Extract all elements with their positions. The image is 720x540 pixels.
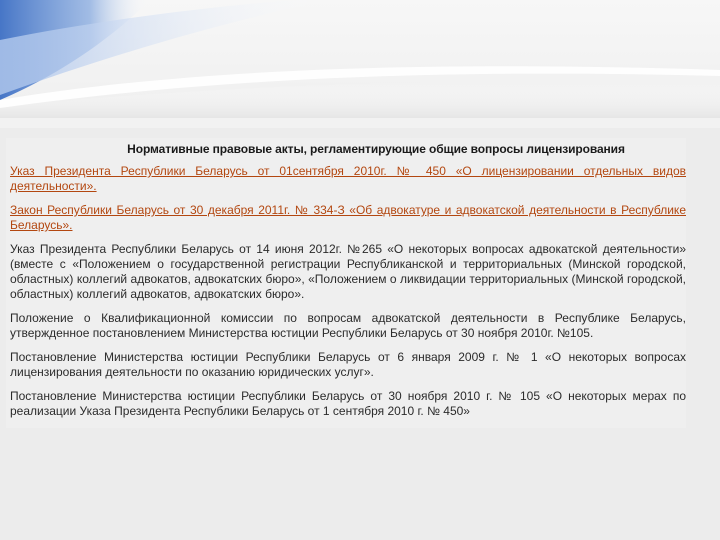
law-item-resolution-1: Постановление Министерства юстиции Республики Беларусь от 6 января 2009 г. № 1 «О некоторых вопросах лицензирования деятельности по оказанию юридических услуг».: [10, 350, 686, 379]
header-decoration: [0, 0, 720, 118]
law-item-qualification-commission: Положение о Квалификационной комиссии по вопросам адвокатской деятельности в Республике Беларусь, утвержденное постановлением Министерства юстиции Республики Беларусь от 30 ноября 2010г. №105.: [10, 311, 686, 340]
page-title: Нормативные правовые акты, регламентирующие общие вопросы лицензирования: [127, 142, 625, 156]
law-item-resolution-105: Постановление Министерства юстиции Республики Беларусь от 30 ноября 2010 г. № 105 «О некоторых мерах по реализации Указа Президента Республики Беларусь от 1 сентября 2010 г. № 450»: [10, 389, 686, 418]
swoosh-decoration: [0, 0, 720, 118]
law-item-decree-265: Указ Президента Республики Беларусь от 14 июня 2012г. №265 «О некоторых вопросах адвокатской деятельности» (вместе с «Положением о государственной регистрации Республиканской и территориальных (Минской городской, областных) коллегий адвокатов, адвокатских бюро», «Положением о ликвидации территориальных (Минской городской, областных) коллегий адвокатов, адвокатских бюро».: [10, 242, 686, 301]
law-link-decree-450[interactable]: Указ Президента Республики Беларусь от 01сентября 2010г. № 450 «О лицензировании отдельных видов деятельности».: [10, 164, 686, 193]
document-panel: [6, 138, 686, 428]
law-link-advocacy-law[interactable]: Закон Республики Беларусь от 30 декабря 2011г. № 334-З «Об адвокатуре и адвокатской деятельности в Республике Беларусь».: [10, 203, 686, 232]
